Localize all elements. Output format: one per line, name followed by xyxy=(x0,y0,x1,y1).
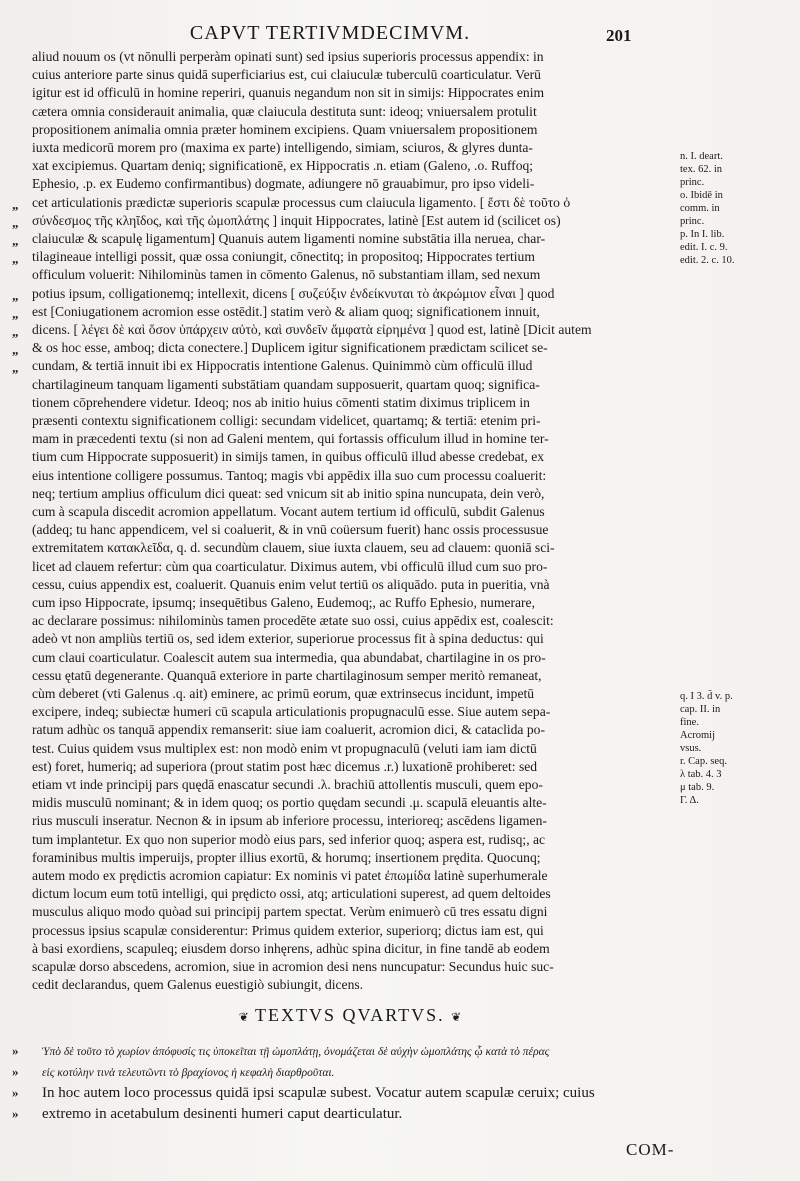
text-line xyxy=(32,157,672,175)
line-text: εἰς κοτύλην τινὰ τελευτῶντι τὸ βραχίονος ἡ κεφαλὴ διαρθροῦται. xyxy=(42,1067,335,1079)
text-line xyxy=(32,539,672,557)
margin-note: edit. I. c. 9. xyxy=(680,242,728,253)
margin-note: o. Ibidē in xyxy=(680,190,723,201)
text-line xyxy=(32,521,672,539)
text-line xyxy=(32,66,672,84)
margin-note: tex. 62. in xyxy=(680,164,722,175)
line-text: cum ipso Hippocrate, ipsumq; insequētibus Galeno, Eudemoq;, ac Ruffo Ephesio, numerare, xyxy=(32,595,535,610)
text-line xyxy=(32,430,672,448)
margin-note: comm. in xyxy=(680,203,720,214)
line-text: igitur est id officulū in homine reperiri, quanuis negandum non sit in simijs: Hippocrates enim xyxy=(32,85,545,101)
line-text: cætera omnia considerauit animalia, quæ claiucula destituta sunt: ideoq; vniuersalem protulit xyxy=(32,103,537,119)
text-line xyxy=(32,758,672,776)
ornament-right-icon: ❦ xyxy=(451,1010,462,1024)
line-text: tilagineaue intelligi possit, quæ ossa coniungit, cōnectitq; in propositoq; Hippocrates tertium xyxy=(32,249,535,265)
ornament-left-icon: ❦ xyxy=(238,1010,249,1024)
line-text: est [Coniugationem acromion esse ostēdit.] statim verò & aliam quoq; significationem innuit, xyxy=(32,303,540,319)
text-line xyxy=(32,175,672,193)
quote-mark: „ xyxy=(12,251,19,267)
text-line xyxy=(32,266,672,284)
quote-mark: » xyxy=(12,1064,19,1079)
margin-note: μ tab. 9. xyxy=(680,782,715,793)
text-line xyxy=(32,467,672,485)
margin-note: r. Cap. seq. xyxy=(680,756,727,767)
line-text: Ephesio, .p. ex Eudemo confirmantibus) dogmate, adiungere nō grauabimur, pro ipso videli- xyxy=(32,176,535,192)
line-text: ratum adhùc os tanquā appendix remanserit: siue iam coaluerit, acromion dici, & cataclida po- xyxy=(32,722,545,738)
text-line xyxy=(12,321,672,339)
line-text: cet articulationis prædictæ superioris scapulæ processus cum claiucula ligamento. [ ἔστι δὲ τοῦτο ὁ xyxy=(32,194,571,210)
margin-note: n. I. deart. xyxy=(680,151,723,162)
line-text: neq; tertium amplius officulum dici queat: sed vnicum sit ab initio spina nuncupata, dein verò, xyxy=(32,485,545,501)
margin-note: Γ. Δ. xyxy=(680,795,699,806)
quoted-line xyxy=(12,1082,702,1104)
text-line xyxy=(12,303,672,321)
text-line xyxy=(32,576,672,594)
line-text: aliud nouum os (vt nōnulli perperàm opinati sunt) sed ipsius superioris processus appendix: in xyxy=(32,49,544,64)
text-line xyxy=(32,831,672,849)
quoted-line xyxy=(12,1040,702,1062)
line-text: In hoc autem loco processus quidā ipsi scapulæ subest. Vocatur autem scapulæ ceruix; cuius xyxy=(42,1085,595,1101)
text-line xyxy=(32,103,672,121)
line-text: cùm deberet (vti Galenus .q. ait) eminere, ac primū eorum, quæ extrinsecus incidunt, impetū xyxy=(32,686,535,701)
line-text: cum à scapula discedit acromion appellatum. Vocant autem tertium id officulū, subdit Galenus xyxy=(32,504,545,519)
margin-note: cap. II. in xyxy=(680,704,721,715)
text-line xyxy=(12,248,672,267)
line-text: cessu ętatū degenerante. Quanquā exteriore in parte chartilaginosum semper meritò remaneat, xyxy=(32,667,542,683)
text-line xyxy=(12,194,672,212)
line-text: Ὑπὸ δὲ τοῦτο τὸ χωρίον ἀπόφυσίς τις ὑποκεῖται τῇ ὠμοπλάτῃ, ὀνομάζεται δὲ αὐχὴν ὠμοπλάτης ᾧ κατὰ τὸ πέρας xyxy=(42,1046,550,1058)
line-text: excipere, indeq; subiectæ humeri cū scapula articulationis propugnaculū esse. Siue autem sepa- xyxy=(32,704,551,720)
line-text: tum implantetur. Ex quo non superior modò eius pars, sed inferior quoq; aspera est, rudisq;, ac xyxy=(32,831,546,847)
line-text: foraminibus multis imperuijs, propter illius exortū, & horumq; insertionem prędita. Quocunq; xyxy=(32,849,541,865)
quote-mark: » xyxy=(12,1106,19,1121)
line-text: chartilagineum tanquam ligamenti substātiam quandam supposuerit, quartam quoq; significa- xyxy=(32,376,540,392)
running-head: CAPVT TERTIVMDECIMVM. xyxy=(189,22,471,44)
text-line xyxy=(32,612,672,630)
text-line xyxy=(32,121,672,139)
line-text: & os hoc esse, amboq; dicta conectere.] Duplicem igitur significationem prædictam scilicet se- xyxy=(32,340,548,356)
text-line xyxy=(32,940,672,958)
line-text: autem modo ex prędictis acromion capiatur: Ex nominis vi patet ἐπωμίδα latinè superhumerale xyxy=(32,868,548,883)
line-text: tionem cōprehendere videtur. Ideoq; nos ab initio huius cōmenti statim diximus triplicem in xyxy=(32,394,530,410)
text-line xyxy=(32,703,672,721)
margin-note: p. In I. lib. xyxy=(680,229,725,240)
line-text: xat excipiemus. Quartam deniq; significationē, ex Hippocratis .n. etiam (Galeno, .o. Ruffoq; xyxy=(32,158,534,174)
line-text: scapulæ dorso abscedens, acromion, siue in acromion desi nens nuncupatur: Secundus huic suc- xyxy=(32,959,554,974)
text-line xyxy=(32,139,672,157)
text-line xyxy=(32,885,672,903)
text-line xyxy=(32,630,672,648)
text-line xyxy=(32,794,672,812)
text-line xyxy=(32,594,672,612)
line-text: cum claui coarticulatur. Coalescit autem sua intermedia, qua abundabat, chartilagine in os pro- xyxy=(32,649,546,665)
line-text: rius musculi inseratur. Necnon & in ipsum ab inferiore processu, interioreq; ascēdens ligamen- xyxy=(32,813,547,829)
text-line xyxy=(32,448,672,466)
text-line xyxy=(32,558,672,576)
text-line xyxy=(32,84,672,102)
text-line xyxy=(32,667,672,685)
line-text: licet ad clauem refertur: cùm qua coarticulatur. Diximus autem, vbi officulū illud cum suo pro- xyxy=(32,558,548,574)
quote-mark: „ xyxy=(12,196,19,212)
line-text: à basi exordiens, scapuleq; eiusdem dorso inhęrens, adhùc spina dicitur, in fine tandē ab eodem xyxy=(32,940,550,956)
line-text: cuius anteriore parte sinus quidā superficiarius est, cui claiuculæ tuberculū coarticulatur. Verū xyxy=(32,67,541,83)
quote-mark: „ xyxy=(12,305,19,321)
quote-mark: „ xyxy=(12,324,19,339)
text-line xyxy=(32,740,672,758)
line-text: mam in præcedenti textu (si non ad Galeni mentem, qui fortassis officulum illud in homine ter- xyxy=(32,431,549,447)
line-text: processus ipsius scapulæ considerentur: Primus quidem exterior, superiorq; dictus iam est, qui xyxy=(32,922,544,938)
text-line xyxy=(32,649,672,667)
text-line xyxy=(32,48,672,66)
text-line xyxy=(32,958,672,976)
line-text: officulum voluerit: Nihilominùs tamen in cōmento Galenus, nō substantiam illam, sed nexum xyxy=(32,267,541,283)
text-line xyxy=(32,685,672,703)
text-line xyxy=(32,922,672,940)
line-text: præsenti contextu significationem colligi: secundam videlicet, quartamq; & tertiā: etenim pri- xyxy=(32,413,541,428)
quote-mark: » xyxy=(12,1085,19,1100)
margin-note: vsus. xyxy=(680,743,702,754)
section-title xyxy=(180,1005,520,1026)
text-line xyxy=(32,503,672,521)
margin-note: princ. xyxy=(680,216,705,227)
line-text: eius intentione colligere possumus. Tantoq; magis vbi appēdix illa suo cum processu coaluerit: xyxy=(32,467,547,483)
line-text: dicens. [ λέγει δὲ καὶ ὅσον ὑπάρχειν αὐτὸ, καὶ συνδεῖν ἄμφατὰ εἰρημένα ] quod est, latinè [Dicit autem xyxy=(32,322,592,337)
quoted-line xyxy=(12,1061,702,1083)
line-text: musculus aliquo modo quòad sui principij partem spectat. Verùm enimuerò cū tres essatu digni xyxy=(32,904,548,920)
margin-note: q. I 3. d̄ v. p. xyxy=(680,691,733,702)
text-line xyxy=(32,721,672,739)
quote-mark: „ xyxy=(12,342,19,358)
page-number: 201 xyxy=(606,26,632,45)
quote-mark: „ xyxy=(12,233,19,248)
text-line xyxy=(12,357,672,376)
text-line xyxy=(32,376,672,394)
margin-note: edit. 2. c. 10. xyxy=(680,255,735,266)
line-text: claiuculæ & scapulę ligamentum] Quanuis autem ligamenti nomine substātia illa neruea, char- xyxy=(32,231,546,246)
line-text: (addeq; tu hanc appendicem, vel si coaluerit, & in vnū coüersum fuerit) hanc ossis processusue xyxy=(32,522,549,538)
quoted-line xyxy=(12,1103,702,1125)
text-line xyxy=(32,849,672,867)
line-text: cundam, & tertiā innuit ibi ex Hippocratis intentione Galenus. Quinimmò cùm officulū illud xyxy=(32,358,533,374)
line-text: propositionem animalia omnia præter hominem excipiens. Quam vniuersalem propositionem xyxy=(32,121,538,137)
line-text: iuxta medicorū morem pro (maxima ex parte) intelligendo, simiam, sciuros, & glyres dunta- xyxy=(32,140,533,155)
text-line xyxy=(32,812,672,830)
quote-mark: „ xyxy=(12,287,19,303)
margin-note: princ. xyxy=(680,177,705,188)
margin-note: Acromij xyxy=(680,730,715,741)
quote-mark: » xyxy=(12,1043,19,1058)
quote-mark: „ xyxy=(12,360,19,376)
text-line xyxy=(32,412,672,430)
text-line xyxy=(12,339,672,358)
line-text: midis musculū nominant; & in idem quoq; os portio quędam secundi .μ. scapulā eleuantis alte- xyxy=(32,795,547,811)
line-text: dictum locum eum totū intelligi, qui prędicto ossi, atq; articulationi superest, ad quem deltoides xyxy=(32,886,551,902)
text-line xyxy=(12,212,672,230)
text-line xyxy=(12,285,672,303)
text-line xyxy=(32,867,672,885)
margin-note: fine. xyxy=(680,717,699,728)
line-text: est) foret, humeriq; ad superiora (prout statim post hæc dicemus .r.) luxationē prohiberet: sed xyxy=(32,758,538,774)
margin-note: λ tab. 4. 3 xyxy=(680,769,722,780)
line-text: extremo in acetabulum desinenti humeri caput dearticulatur. xyxy=(42,1106,403,1122)
text-line xyxy=(32,485,672,503)
line-text: adeò vt non ampliùs tertiū os, sed idem exterior, superiorue processus fit à spina deductus: qui xyxy=(32,631,544,647)
line-text: tium cum Hippocrate supposuerit) in simijs tamen, in quibus officulū illud abesse credebat, ex xyxy=(32,449,545,465)
line-text: extremitatem κατακλεῖδα, q. d. secundùm clauem, siue iuxta clauem, seu ad clauem: quoniā sci- xyxy=(32,540,555,556)
quote-mark: „ xyxy=(12,214,19,230)
text-line xyxy=(32,394,672,412)
text-line xyxy=(32,903,672,921)
section-title-text: TEXTVS QVARTVS. xyxy=(255,1005,445,1025)
text-line xyxy=(12,230,672,248)
line-text: potius ipsum, colligationemq; intellexit, dicens [ συζεύξιν ἐνδείκνυται τὸ ἀκρώμιον εἶναι ] quod xyxy=(32,285,555,301)
catchword: COM- xyxy=(626,1140,675,1159)
line-text: cedit declarandus, quem Galenus euestigiò subiungit, dicens. xyxy=(32,977,364,993)
line-text: cessu, cuius appendix est, coaluerit. Quanuis enim velut tertiū os aliquādo. puta in pueritia, vnà xyxy=(32,576,550,592)
line-text: σύνδεσμος τῆς κληῖδος, καὶ τῆς ὠμοπλάτης ] inquit Hippocrates, latinè [Est autem id (scilicet os) xyxy=(32,212,561,228)
line-text: etiam vt inde principij pars quędā enascatur secundi .λ. brachiū attollentis musculi, quem epo- xyxy=(32,777,543,792)
line-text: test. Cuius quidem vsus multiplex est: non modò enim vt propugnaculū (veluti iam iam dictū xyxy=(32,740,537,756)
line-text: ac declarare possimus: nihilominùs tamen procedēte ætate suo ossi, cuius appēdix est, coalescit: xyxy=(32,613,554,629)
text-line xyxy=(32,776,672,794)
text-line xyxy=(32,976,672,994)
